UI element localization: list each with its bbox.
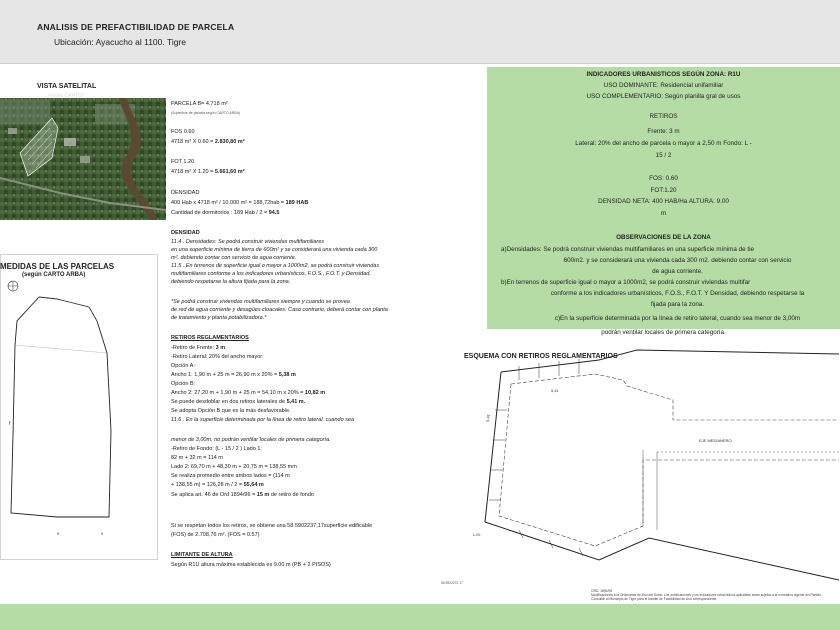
height-limit-text: Según R1U altura máxima establecida es 9.00 m (PB + 2 PISOS) [171, 562, 331, 568]
option-b-result: 10,82 m [304, 390, 326, 396]
svg-text:f: f [9, 421, 11, 427]
ordinance-line [171, 491, 314, 499]
obs-3: de agua corriente. [652, 268, 703, 275]
density-note-3: de tratamiento y planta potabilizadora.* [171, 315, 267, 321]
density-label: DENSIDAD [171, 190, 200, 196]
setback-rear: -Retiro de Fondo: (L - 15 / 2 ) Lado 1: [171, 446, 262, 452]
obs-8: podrán ventilar locales de primera categoría. [601, 329, 726, 336]
summary-2: (FOS) de 2.708,76 m². (FOS = 0.57) [171, 532, 260, 538]
average-formula: + 138,55 m) = 126,28 m / 2 = [171, 482, 244, 488]
obs-1: a)Densidades: Se podrá construir viviendas multifamiliares en una superficie mínima de tie [501, 246, 755, 253]
footnote-1: ORD. 1894/96 [591, 589, 613, 593]
satellite-image [0, 98, 166, 220]
split-setback-text: Se puede desdoblar en dos retiros laterales de [171, 399, 287, 405]
ordinance-suffix: de retiro de fondo [269, 492, 314, 498]
satellite-view [0, 98, 166, 220]
setback-lateral: -Retiro Lateral: 20% del ancho mayor: [171, 354, 264, 360]
setbacks-label: RETIROS REGLAMENTARIOS [171, 335, 249, 341]
footnote-3: Consultar al Municipio de Tigre para el trámite de Factibilidad de Uso correspondiente. [591, 597, 718, 601]
density-indicator-1: DENSIDAD NETA: 400 HAB/Ha ALTURA: 9.00 [598, 198, 729, 205]
lateral-setback-2: 15 / 2 [655, 152, 672, 159]
parcel-measures-title: MEDIDAS DE LAS PARCELAS [0, 262, 115, 271]
setbacks-scheme [459, 340, 840, 590]
ordinance-text: Se aplica art. 46 de Ord 1894/96 = [171, 492, 257, 498]
option-a-result: 5,38 m [278, 372, 296, 378]
density-result: 189 HAB [285, 200, 309, 206]
observations-title: OBSERVACIONES DE LA ZONA [616, 234, 711, 241]
average-text: Se realiza promedio entre ambos lados = (114 m [171, 473, 290, 479]
setback-front [171, 344, 225, 352]
rooms-line [171, 209, 279, 217]
scheme-label-4: L.M. [473, 532, 481, 537]
height-limit-label: LIMITANTE DE ALTURA [171, 552, 233, 558]
fos-calc: 4718 m² X 0.60 = [171, 139, 215, 145]
setback-front-value: 3 m [215, 345, 226, 351]
header-band [0, 0, 840, 64]
density-note-1: *Se podrá construir viviendas multifamiliares siempre y cuando se provea [171, 299, 350, 305]
obs-5: conforme a los indicadores urbanísticos, F.O.S., F.O.T. Y Densidad, debiendo respetarse la [550, 290, 805, 297]
satellite-title: VISTA SATELITAL [37, 83, 97, 90]
fos-line [171, 138, 245, 146]
article-11-6-cont: menor de 3,00m, no podrán ventilar locales de primera categoría. [171, 437, 331, 443]
fot-result: 5.661,60 m² [214, 169, 245, 175]
option-b-formula: Ancho 2: 27,20 m + 1,90 m + 25 m = 54,10 m x 20% = [171, 390, 305, 396]
density-para-1: 11.4 . Densidades: Se podrá construir viviendas multifamiliares [171, 239, 325, 245]
split-setback [171, 398, 305, 406]
option-a-calc [171, 371, 296, 379]
split-setback-value: 5,41 m. [286, 399, 306, 405]
dominant-use: USO DOMINANTE: Residencial unifamiliar [603, 82, 724, 89]
front-setback: Frente: 3 m [647, 128, 680, 135]
scheme-footnote [591, 589, 840, 601]
svg-text:9: 9 [101, 531, 104, 536]
footnote-2: Modificaciones a la Ordenanza de Uso del Suelo. Las zonificaciones y los indicadores urbanísticos aplicables están sujetos a la normativa vigente del Partido. [591, 593, 822, 597]
footer-band [0, 604, 840, 630]
parcel-outline-drawing [1, 255, 159, 561]
satellite-subtitle: (según CARTO) [48, 93, 84, 99]
option-b-calc [171, 389, 325, 397]
density-calc: 400 Hab x 4718 m² / 10.000 m² = 188,72hab = [171, 200, 286, 206]
average-result: 55,64 m [243, 482, 264, 488]
option-a-formula: Ancho 1: 1,90 m + 25 m = 26,90 m x 20% = [171, 372, 279, 378]
option-b: Opción B: [171, 381, 196, 387]
setbacks-title: RETIROS [649, 113, 678, 120]
option-a: Opción A: [171, 363, 195, 369]
density-section-label: DENSIDAD [171, 230, 200, 236]
side-2-calc: Lado 2: 69,70 m + 48,30 m + 20,75 m = 138,55 mm [171, 464, 297, 470]
rooms-result: 94.5 [268, 210, 280, 216]
density-line [171, 199, 308, 207]
ordinance-value: 15 m [256, 492, 270, 498]
fot-line [171, 168, 245, 176]
scheme-label-3: EJE MEDIANERO [699, 438, 732, 443]
svg-text:9: 9 [57, 531, 60, 536]
fot-indicator: FOT:1.20 [650, 187, 677, 194]
density-para-5: multifamiliares conforme a los indicadores urbanísticos, F.O.S., F.O.T. y Densidad, [171, 271, 371, 277]
obs-4: b)En terrenos de superficie igual o mayor a 1000m2, se podrá construir viviendas multifar [501, 279, 751, 286]
parcel-measures-subtitle: (según CARTO ARBA) [22, 272, 86, 278]
article-11-6: 11.6 . En la superficie determinada por la línea de retiro lateral, cuando sea [171, 417, 355, 423]
scheme-title: ESQUEMA CON RETIROS REGLAMENTARIOS [464, 353, 618, 360]
page-title: ANALISIS DE PREFACTIBILIDAD DE PARCELA [37, 22, 235, 32]
scheme-label-2: 5,41 [551, 388, 559, 393]
density-para-6: debiendo respetarse la altura fijada para la zona. [171, 279, 291, 285]
fot-label: FOT 1.20 [171, 159, 195, 165]
urban-indicators-panel [487, 67, 840, 329]
parcela-text: PARCELA B= 4.718 m² [171, 101, 228, 107]
parcela-note: (Superficie de parcela según CARTO ARBA) [171, 111, 241, 115]
indicators-title: INDICADORES URBANISTICOS SEGÚN ZONA: R1U [586, 71, 741, 78]
density-para-3: m². debiendo contar con servicio de agua corriente. [171, 255, 297, 261]
fot-calc: 4718 m² X 1.20 = [171, 169, 215, 175]
lateral-setback-1: Lateral: 20% del ancho de parcela o mayor a 2,50 m Fondo: L - [575, 140, 752, 147]
parcel-measures-panel [0, 254, 158, 560]
average-calc [171, 481, 264, 489]
summary-1: Si se respetan todos los retiros, se obtiene una 58.5902237,17superficie edificable [171, 523, 373, 529]
fos-result: 2.830,80 m² [214, 139, 245, 145]
density-note-2: de red de agua corriente y desagües cloacales. Caso contrario, deberá contar con planta [171, 307, 388, 313]
complementary-use: USO COMPLEMENTARIO: Según planilla gral de usos [586, 93, 741, 100]
density-para-4: 11.5 . En terrenos de superficie igual o mayor a 1000m2, se podrá construir viviendas [171, 263, 380, 269]
obs-6: fijada para la zona. [650, 301, 705, 308]
obs-2: 600m2. y se considerará una vivienda cada 300 m2. debiendo contar con servicio [563, 257, 792, 264]
obs-7: c)En la superficie determinada por la línea de retiro lateral, cuando sea menor de 3,00m [554, 315, 801, 322]
fos-label: FOS 0.60 [171, 129, 195, 135]
scheme-label-1: 5,41 [485, 413, 491, 423]
setback-front-label: -Retiro de Frente: [171, 345, 216, 351]
fos-indicator: FOS: 0.60 [649, 175, 678, 182]
rooms-calc: Cantidad de dormitorios : 189 Hab / 2 = [171, 210, 269, 216]
option-adopted: Se adopta Opción B que es la más desfavorable. [171, 408, 291, 414]
scheme-drawing [459, 340, 840, 590]
scheme-tag: 58.5902237,17 [441, 581, 464, 585]
density-indicator-2: m [660, 210, 667, 217]
side-1-calc: 82 m + 32 m = 114 m [171, 455, 223, 461]
density-para-2: en una superficie mínima de tierra de 600m² y se considerará una vivienda cada 300 [171, 247, 378, 253]
location-text: Ubicación: Ayacucho al 1100. Tigre [54, 37, 186, 47]
